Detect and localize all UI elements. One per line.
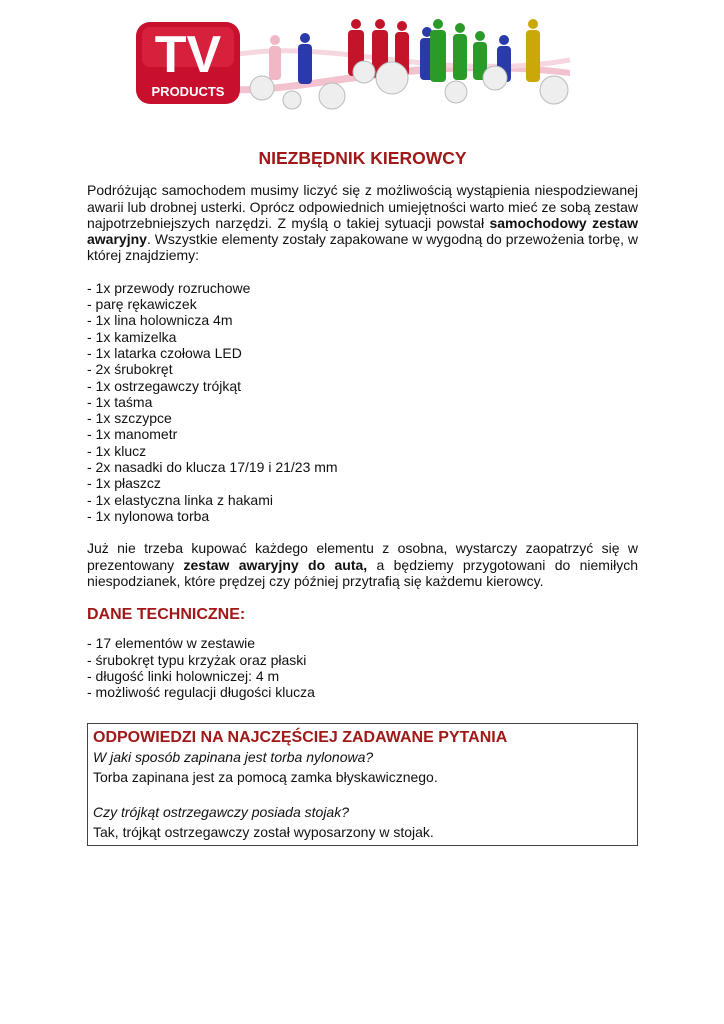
tv-products-logo [136, 22, 240, 104]
tech-heading: DANE TECHNICZNE: [87, 606, 246, 624]
list-item: - 1x manometr [87, 426, 178, 443]
list-item: - 1x taśma [87, 393, 153, 410]
kit-items-list [87, 280, 638, 524]
list-item: - 1x kamizelka [87, 328, 177, 345]
list-item: - 1x klucz [87, 442, 147, 459]
list-item: - 1x ostrzegawczy trójkąt [87, 377, 242, 394]
page-title: NIEZBĘDNIK KIEROWCY [258, 148, 467, 168]
list-item: - długość linki holowniczej: 4 m [87, 668, 280, 685]
faq-heading: ODPOWIEDZI NA NAJCZĘŚCIEJ ZADAWANE PYTANIA [93, 729, 508, 746]
outro-paragraph [87, 540, 638, 589]
list-item: - 1x latarka czołowa LED [87, 344, 242, 361]
article-body [87, 150, 638, 701]
list-item: - 1x lina holownicza 4m [87, 312, 233, 329]
logo-small-text: PRODUCTS [151, 84, 225, 99]
list-item: - 1x płaszcz [87, 475, 161, 492]
list-item: - 1x przewody rozruchowe [87, 279, 251, 296]
list-item: - 1x szczypce [87, 410, 172, 427]
intro-text-1: Podróżując samochodem musimy liczyć się z możliwością wystąpienia niespodziewanej awarii lub drobnej usterki. Oprócz odpowiednich umiejętności warto mieć ze sobą zestaw najpotrzebniejszych narzędzi. Z myślą o takiej sytuacji powstał [87, 182, 638, 231]
list-item: - 2x nasadki do klucza 17/19 i 21/23 mm [87, 459, 338, 476]
intro-paragraph [87, 182, 638, 263]
tech-specs-list [87, 635, 638, 700]
list-item: - 1x nylonowa torba [87, 507, 210, 524]
list-item: - śrubokręt typu krzyżak oraz płaski [87, 651, 307, 668]
faq-box [87, 723, 638, 846]
faq-answer: Tak, trójkąt ostrzegawczy został wyposarzony w stojak. [93, 824, 434, 840]
faq-question: Czy trójkąt ostrzegawczy posiada stojak? [93, 804, 349, 820]
list-item: - parę rękawiczek [87, 296, 197, 313]
header-banner [130, 10, 580, 110]
logo-big-text: TV [154, 26, 222, 84]
faq-answer: Torba zapinana jest za pomocą zamka błyskawicznego. [93, 769, 438, 785]
faq-question: W jaki sposób zapinana jest torba nylonowa? [93, 749, 374, 765]
outro-text-2: a będziemy przygotowani do niemiłych niespodzianek, które prędzej czy później przytrafią się każdemu kierowcy. [87, 556, 638, 589]
outro-bold-text: zestaw awaryjny do auta, [183, 556, 368, 573]
banner-graphic [130, 10, 580, 110]
intro-bold-text: samochodowy zestaw awaryjny [87, 214, 638, 248]
list-item: - możliwość regulacji długości klucza [87, 684, 315, 701]
list-item: - 2x śrubokręt [87, 361, 173, 378]
outro-text-1: Już nie trzeba kupować każdego elementu z osobna, wystarczy zaopatrzyć się w prezentowany [87, 540, 638, 573]
intro-text-2: . Wszystkie elementy zostały zapakowane w wygodną do przewożenia torbę, w której znajdziemy: [87, 231, 638, 264]
list-item: - 1x elastyczna linka z hakami [87, 491, 273, 508]
list-item: - 17 elementów w zestawie [87, 635, 256, 652]
